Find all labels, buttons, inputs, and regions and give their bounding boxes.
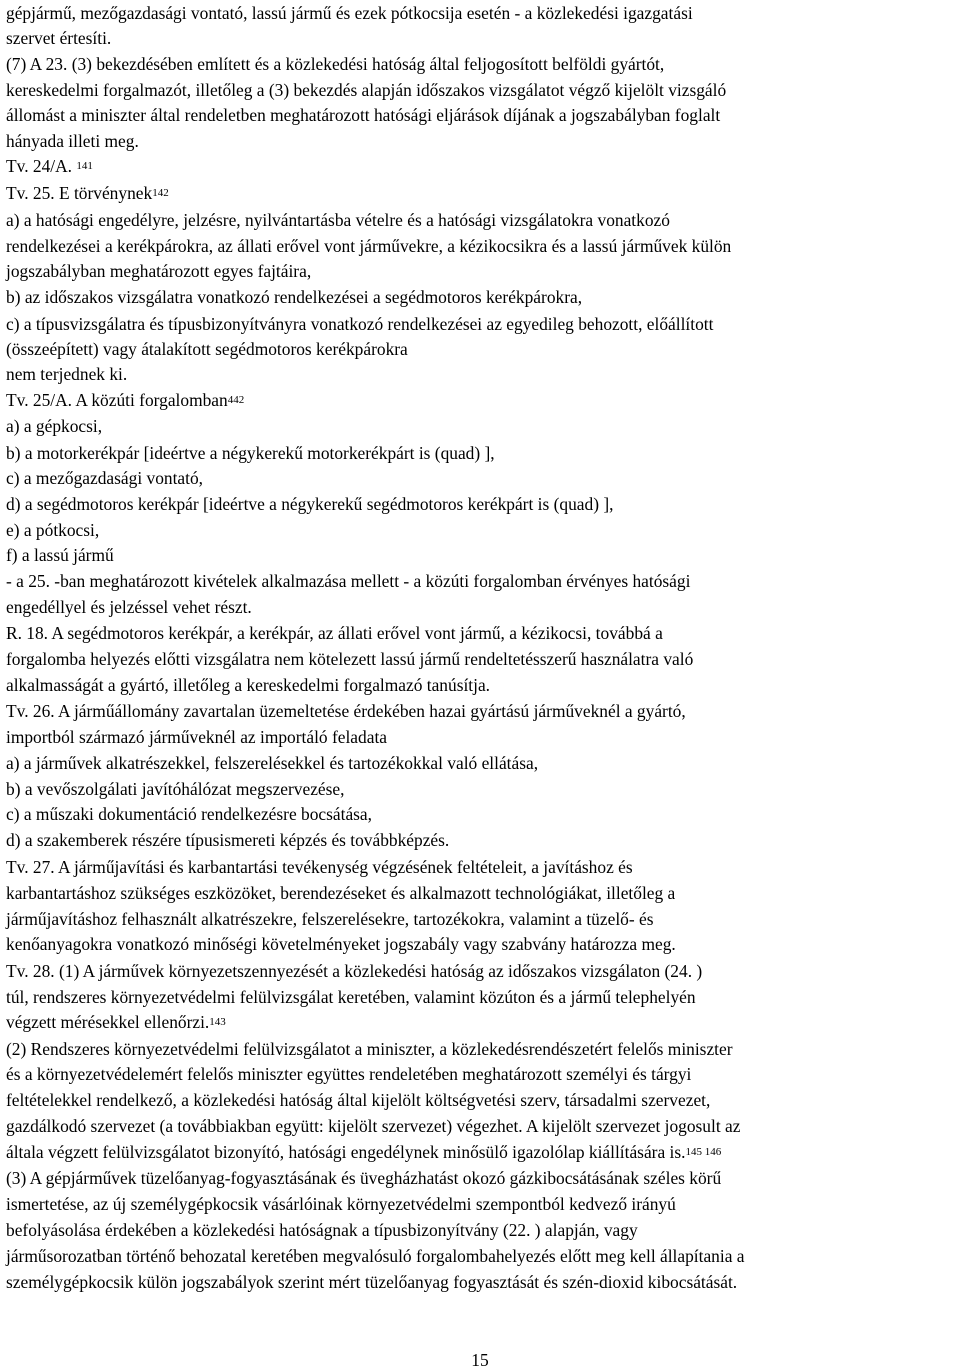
text-line xyxy=(6,1193,676,1215)
text-line xyxy=(6,286,582,308)
text-line xyxy=(6,53,664,75)
line-text: importból származó járműveknél az importáló feladata xyxy=(6,727,387,747)
footnote-ref: 145 146 xyxy=(685,1146,722,1158)
line-text: kenőanyagokra vonatkozó minőségi követelményeket jogszabály vagy szabvány határozza meg. xyxy=(6,934,676,954)
line-text: túl, rendszeres környezetvédelmi felülvizsgálat keretében, valamint közúton és a jármű telephelyén xyxy=(6,987,696,1007)
text-line xyxy=(6,726,387,748)
text-line xyxy=(6,442,495,464)
footnote-ref: 141 xyxy=(76,160,93,172)
text-line xyxy=(6,1063,691,1085)
line-text: Tv. 24/A. xyxy=(6,156,77,176)
text-line xyxy=(6,209,670,231)
line-text: nem terjednek ki. xyxy=(6,364,128,384)
text-line xyxy=(6,778,344,800)
footnote-ref: 442 xyxy=(227,394,245,406)
line-text: járműsorozatban történő behozatal keretében megvalósuló forgalombahelyezés előtt meg kell állapítania a xyxy=(6,1246,745,1266)
line-text: szervet értesíti. xyxy=(6,28,112,48)
line-text: kereskedelmi forgalmazót, illetőleg a (3) bekezdés alapján időszakos vizsgálatot végző kijelölt vizsgáló xyxy=(6,80,727,100)
text-line xyxy=(6,803,372,825)
line-text: (3) A gépjárművek tüzelőanyag-fogyasztásának és üvegházhatást okozó gázkibocsátásának széles körű xyxy=(6,1168,722,1188)
footnote-ref: 142 xyxy=(152,187,169,199)
text-line xyxy=(6,856,633,878)
line-text: b) a vevőszolgálati javítóhálózat megszervezése, xyxy=(6,779,345,799)
page-number: 15 xyxy=(471,1350,489,1370)
text-line xyxy=(6,596,252,618)
line-text: (összeépített) vagy átalakított segédmotoros kerékpárokra xyxy=(6,339,408,359)
text-line xyxy=(6,2,693,24)
line-text: Tv. 25. E törvénynek xyxy=(6,183,153,203)
line-text: (7) A 23. (3) bekezdésében említett és a közlekedési hatóság által feljogosított belföldi gyártót, xyxy=(6,54,665,74)
line-text: forgalomba helyezés előtti vizsgálatra nem kötelezett lassú jármű rendeltetésszerű használatra való xyxy=(6,649,694,669)
line-text: ismertetése, az új személygépkocsik vásárlóinak környezetvédelmi szempontból kedvező irányú xyxy=(6,1194,676,1214)
line-text: c) a mezőgazdasági vontató, xyxy=(6,468,204,488)
line-text: rendelkezései a kerékpárokra, az állati erővel vont járművekre, a kézikocsikra és a lassú járművek külön xyxy=(6,236,732,256)
line-text: személygépkocsik külön jogszabályok szerint mért tüzelőanyag fogyasztását és szén-dioxid kibocsátását. xyxy=(6,1272,738,1292)
line-text: R. 18. A segédmotoros kerékpár, a kerékpár, az állati erővel vont jármű, a kézikocsi, továbbá a xyxy=(6,623,663,643)
line-text: Tv. 25/A. A közúti forgalomban xyxy=(6,390,228,410)
text-line xyxy=(6,1219,638,1241)
text-line xyxy=(6,467,203,489)
text-line xyxy=(6,363,127,385)
text-line xyxy=(6,493,613,515)
text-line xyxy=(6,389,244,414)
line-text: gépjármű, mezőgazdasági vontató, lassú jármű és ezek pótkocsija esetén - a közlekedési igazgatási xyxy=(6,3,693,23)
text-line xyxy=(6,1141,721,1166)
line-text: végzett mérésekkel ellenőrzi. xyxy=(6,1012,210,1032)
text-line xyxy=(6,882,675,904)
text-line xyxy=(6,544,114,566)
line-text: c) a műszaki dokumentáció rendelkezésre bocsátása, xyxy=(6,804,373,824)
line-text: - a 25. -ban meghatározott kivételek alkalmazása mellett - a közúti forgalomban érvényes hatósági xyxy=(6,571,691,591)
line-text: b) az időszakos vizsgálatra vonatkozó rendelkezései a segédmotoros kerékpárokra, xyxy=(6,287,583,307)
text-line xyxy=(6,752,538,774)
text-line xyxy=(6,1245,745,1267)
line-text: a) a hatósági engedélyre, jelzésre, nyilvántartásba vételre és a hatósági vizsgálatokra vonatkozó xyxy=(6,210,670,230)
line-text: (2) Rendszeres környezetvédelmi felülvizsgálatot a miniszter, a közlekedésrendészetért felelős miniszter xyxy=(6,1039,733,1059)
text-line xyxy=(6,1011,226,1036)
text-line xyxy=(6,155,93,180)
line-text: hányada illeti meg. xyxy=(6,131,139,151)
line-text: karbantartáshoz szükséges eszközöket, berendezéseket és alkalmazott technológiákat, illetőleg a xyxy=(6,883,676,903)
text-line xyxy=(6,648,693,670)
text-line xyxy=(6,960,702,982)
text-line xyxy=(6,235,731,257)
line-text: d) a szakemberek részére típusismereti képzés és továbbképzés. xyxy=(6,830,450,850)
line-text: feltételekkel rendelkező, a közlekedési hatóság által kijelölt költségvetési szerv, társadalmi szervezet, xyxy=(6,1090,711,1110)
line-text: b) a motorkerékpár [ideértve a négykerekű motorkerékpárt is (quad) ], xyxy=(6,443,495,463)
text-line xyxy=(6,1167,721,1189)
line-text: Tv. 27. A járműjavítási és karbantartási tevékenység végzésének feltételeit, a javításhoz és xyxy=(6,857,633,877)
line-text: f) a lassú jármű xyxy=(6,545,114,565)
line-text: általa végzett felülvizsgálatot bizonyító, hatósági engedélynek minősülő igazolólap kiállítására is. xyxy=(6,1142,686,1162)
line-text: befolyásolása érdekében a közlekedési hatóságnak a típusbizonyítvány (22. ) alapján, vagy xyxy=(6,1220,638,1240)
text-line xyxy=(6,313,713,335)
line-text: a) a járművek alkatrészekkel, felszerelésekkel és tartozékokkal való ellátása, xyxy=(6,753,539,773)
line-text: a) a gépkocsi, xyxy=(6,416,103,436)
text-line xyxy=(6,570,690,592)
line-text: jogszabályban meghatározott egyes fajtáira, xyxy=(6,261,312,281)
text-line xyxy=(6,674,490,696)
line-text: c) a típusvizsgálatra és típusbizonyítványra vonatkozó rendelkezései az egyedileg behozott, előállított xyxy=(6,314,714,334)
text-line xyxy=(6,79,726,101)
text-line xyxy=(6,182,169,207)
text-line xyxy=(6,338,408,360)
text-line xyxy=(6,829,449,851)
text-line xyxy=(6,415,102,437)
text-line xyxy=(6,27,111,49)
line-text: állomást a miniszter által rendeletben meghatározott hatósági eljárások díjának a jogszabályban foglalt xyxy=(6,105,721,125)
text-line xyxy=(6,700,686,722)
text-line xyxy=(6,908,653,930)
footnote-ref: 143 xyxy=(209,1016,226,1028)
text-line xyxy=(6,1038,733,1060)
text-line xyxy=(6,1271,737,1293)
text-line xyxy=(6,986,696,1008)
text-line xyxy=(6,519,99,541)
line-text: d) a segédmotoros kerékpár [ideértve a négykerekű segédmotoros kerékpárt is (quad) ], xyxy=(6,494,614,514)
line-text: engedéllyel és jelzéssel vehet részt. xyxy=(6,597,252,617)
text-line xyxy=(6,933,676,955)
line-text: Tv. 26. A járműállomány zavartalan üzemeltetése érdekében hazai gyártású járműveknél a gyártó, xyxy=(6,701,686,721)
text-line xyxy=(6,622,663,644)
line-text: alkalmasságát a gyártó, illetőleg a kereskedelmi forgalmazó tanúsítja. xyxy=(6,675,491,695)
text-line xyxy=(6,130,139,152)
line-text: és a környezetvédelemért felelős miniszter együttes rendeletében meghatározott személyi és tárgyi xyxy=(6,1064,692,1084)
line-text: járműjavításhoz felhasznált alkatrészekre, felszerelésekre, tartozékokra, valamint a tüzelő- és xyxy=(6,909,654,929)
line-text: e) a pótkocsi, xyxy=(6,520,100,540)
line-text: Tv. 28. (1) A járművek környezetszennyezését a közlekedési hatóság az időszakos vizsgálaton (24. ) xyxy=(6,961,703,981)
text-line xyxy=(6,1089,710,1111)
line-text: gazdálkodó szervezet (a továbbiakban együtt: kijelölt szervezet) végezhet. A kijelölt szervezet jogosult az xyxy=(6,1116,741,1136)
text-line xyxy=(6,104,720,126)
text-line xyxy=(6,260,311,282)
text-line xyxy=(6,1115,740,1137)
